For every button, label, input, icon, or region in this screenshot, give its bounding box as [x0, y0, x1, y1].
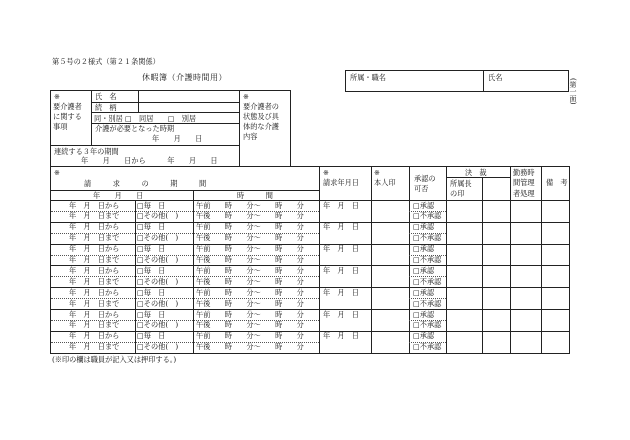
row-am-time: 午前 時 分～ 時 分 [196, 200, 304, 210]
care-person-label-1: 要介護者 [53, 102, 82, 111]
row-am-time: 午前 時 分～ 時 分 [196, 287, 304, 297]
attendance-header-1: 勤務時 [513, 167, 535, 177]
row-approve-checkbox[interactable]: □承認 [413, 331, 435, 341]
row-am-time: 午前 時 分～ 時 分 [196, 244, 304, 254]
period-value: 年 月 日から 年 月 日 [81, 156, 218, 165]
date-col-header: 年 月 日 [93, 190, 144, 200]
row-reject-checkbox[interactable]: □不承認 [413, 255, 442, 264]
state-label-1: 要介護者の [243, 102, 279, 111]
remarks-header: 備 考 [546, 178, 568, 187]
name-label: 氏名 [488, 73, 503, 82]
row-request-date: 年 月 日 [323, 244, 359, 254]
row-approve-checkbox[interactable]: □承認 [413, 222, 435, 232]
row-from-date: 年 月 日から [69, 244, 120, 254]
row-divider [51, 244, 569, 245]
row-divider [51, 222, 569, 223]
row-other-checkbox[interactable]: □その他( ) [137, 320, 179, 330]
row-to-date: 年 月 日まで [69, 298, 120, 308]
request-date-mark: ※ [323, 168, 330, 177]
row-request-date: 年 月 日 [323, 200, 359, 210]
dept-head-seal-1: 所属長 [450, 179, 472, 188]
row-to-date: 年 月 日まで [69, 342, 120, 352]
row-pm-time: 午後 時 分～ 時 分 [196, 276, 304, 286]
row-daily-checkbox[interactable]: □毎 日 [137, 200, 166, 210]
self-seal-header: 本人印 [374, 178, 396, 187]
row-approve-checkbox[interactable]: □承認 [413, 244, 435, 254]
row-to-date: 年 月 日まで [69, 255, 120, 264]
dept-head-seal-2: の印 [450, 189, 465, 198]
row-other-checkbox[interactable]: □その他( ) [137, 342, 179, 352]
row-pm-time: 午後 時 分～ 時 分 [196, 342, 304, 352]
footnote: (※印の欄は職員が記入又は押印する。) [52, 355, 177, 364]
row-request-date: 年 月 日 [323, 331, 359, 341]
name-field-label: 氏 名 [95, 92, 117, 101]
row-daily-checkbox[interactable]: □毎 日 [137, 331, 166, 341]
row-pm-time: 午後 時 分～ 時 分 [196, 255, 304, 264]
row-from-date: 年 月 日から [69, 200, 120, 210]
row-divider [51, 287, 569, 288]
state-label-2: 状態及び具 [243, 112, 279, 121]
row-pm-time: 午後 時 分～ 時 分 [196, 320, 304, 330]
state-mark: ※ [243, 92, 250, 101]
time-col-header: 時 間 [237, 190, 273, 200]
row-am-time: 午前 時 分～ 時 分 [196, 265, 304, 275]
row-other-checkbox[interactable]: □その他( ) [137, 255, 179, 264]
row-from-date: 年 月 日から [69, 309, 120, 319]
row-divider [51, 265, 569, 266]
row-request-date: 年 月 日 [323, 265, 359, 275]
row-pm-time: 午後 時 分～ 時 分 [196, 233, 304, 243]
dept-name-box [345, 70, 569, 92]
row-daily-checkbox[interactable]: □毎 日 [137, 309, 166, 319]
row-other-checkbox[interactable]: □その他( ) [137, 276, 179, 286]
request-mark: ※ [54, 168, 61, 177]
period-label: 連続する３年の期間 [54, 147, 119, 156]
row-daily-checkbox[interactable]: □毎 日 [137, 287, 166, 297]
request-date-header: 請求年月日 [323, 178, 359, 187]
row-daily-checkbox[interactable]: □毎 日 [137, 265, 166, 275]
row-pm-time: 午後 時 分～ 時 分 [196, 298, 304, 308]
care-person-label-3: 事項 [53, 122, 68, 131]
row-reject-checkbox[interactable]: □不承認 [413, 342, 442, 352]
row-approve-checkbox[interactable]: □承認 [413, 265, 435, 275]
row-from-date: 年 月 日から [69, 331, 120, 341]
row-other-checkbox[interactable]: □その他( ) [137, 298, 179, 308]
row-daily-checkbox[interactable]: □毎 日 [137, 244, 166, 254]
care-section [50, 90, 291, 167]
state-label-3: 体的な介護 [243, 122, 279, 131]
row-approve-checkbox[interactable]: □承認 [413, 200, 435, 210]
row-reject-checkbox[interactable]: □不承認 [413, 211, 442, 221]
living-status: 同・別居 □ 同居 □ 別居 [94, 113, 197, 123]
row-reject-checkbox[interactable]: □不承認 [413, 298, 442, 308]
attendance-header-3: 者処理 [513, 188, 535, 198]
row-am-time: 午前 時 分～ 時 分 [196, 331, 304, 341]
care-person-label-2: に関する [53, 112, 82, 121]
row-am-time: 午前 時 分～ 時 分 [196, 222, 304, 232]
care-since-date: 年 月 日 [152, 134, 203, 143]
row-from-date: 年 月 日から [69, 287, 120, 297]
request-period-header: 請 求 の 期 間 [84, 179, 207, 188]
row-am-time: 午前 時 分～ 時 分 [196, 309, 304, 319]
row-reject-checkbox[interactable]: □不承認 [413, 233, 442, 243]
decision-header: 決 裁 [465, 167, 487, 177]
row-request-date: 年 月 日 [323, 287, 359, 297]
row-request-date: 年 月 日 [323, 309, 359, 319]
form-number: 第５号の２様式（第２１条関係） [52, 57, 160, 66]
row-to-date: 年 月 日まで [69, 276, 120, 286]
request-table [50, 166, 570, 354]
row-approve-checkbox[interactable]: □承認 [413, 287, 435, 297]
side-tab: (第一面) [569, 78, 577, 105]
row-daily-checkbox[interactable]: □毎 日 [137, 222, 166, 232]
row-divider [51, 309, 569, 310]
row-reject-checkbox[interactable]: □不承認 [413, 320, 442, 330]
attendance-header-2: 間管理 [513, 178, 535, 187]
dept-label: 所属・職名 [350, 73, 386, 82]
seal-mark: ※ [374, 168, 381, 177]
care-since-label: 介護が必要となった時期 [95, 124, 175, 133]
row-other-checkbox[interactable]: □その他( ) [137, 233, 179, 243]
relation-field-label: 続 柄 [95, 102, 117, 112]
state-label-4: 内容 [243, 132, 258, 141]
row-other-checkbox[interactable]: □その他( ) [137, 211, 179, 221]
approval-header: 承認の可否 [414, 174, 436, 193]
row-from-date: 年 月 日から [69, 222, 120, 232]
row-approve-checkbox[interactable]: □承認 [413, 309, 435, 319]
row-from-date: 年 月 日から [69, 265, 120, 275]
row-reject-checkbox[interactable]: □不承認 [413, 276, 442, 286]
row-to-date: 年 月 日まで [69, 233, 120, 243]
row-pm-time: 午後 時 分～ 時 分 [196, 211, 304, 221]
row-request-date: 年 月 日 [323, 222, 359, 232]
row-to-date: 年 月 日まで [69, 320, 120, 330]
care-mark: ※ [54, 92, 61, 101]
row-divider [51, 331, 569, 332]
row-to-date: 年 月 日まで [69, 211, 120, 221]
form-title: 休暇簿（介護時間用） [142, 73, 227, 82]
